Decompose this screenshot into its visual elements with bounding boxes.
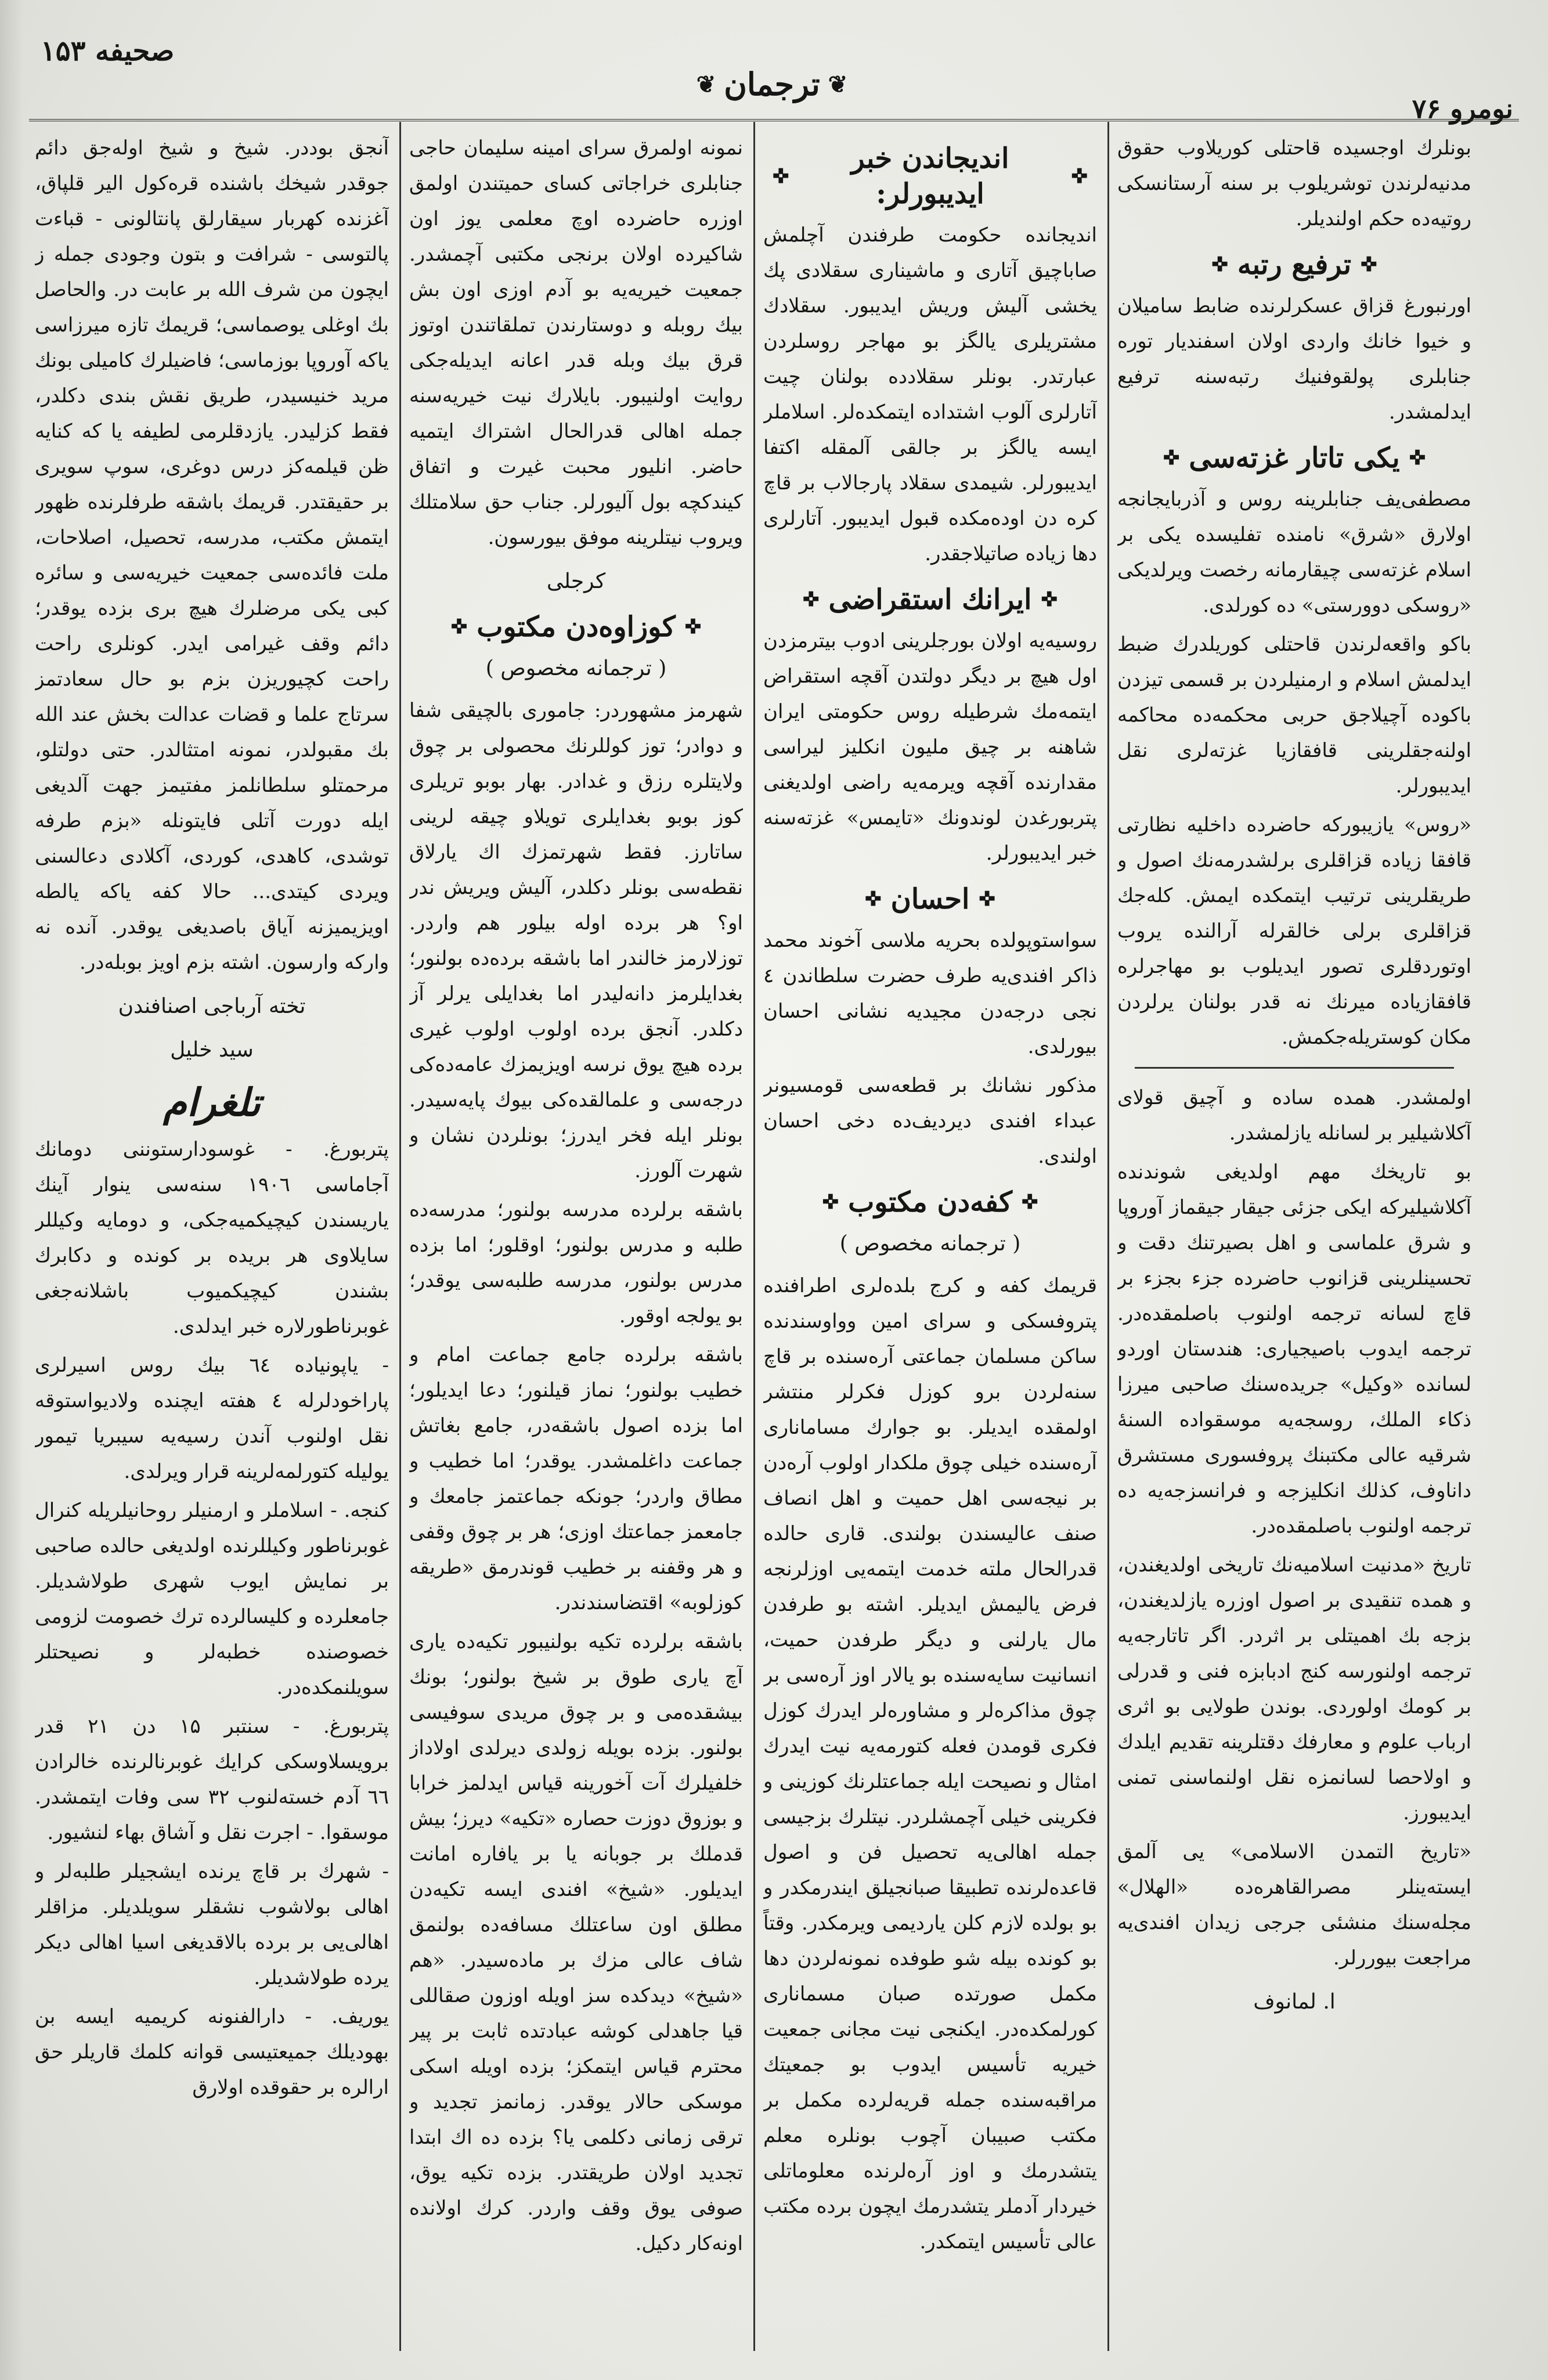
article-headline (1117, 441, 1471, 476)
article-paragraph: باشقه برلرده مدرسه بولنور؛ مدرسه‌ده طلبه و مدرس بولنور؛ اوقلور؛ اما بزده مدرس بولنور، مدرسه طلبه‌سی یوقدر؛ بو یولجه اوقور. (409, 1198, 743, 1328)
ornament-icon: ✜ (684, 615, 702, 639)
article-paragraph: اندیجانده حكومت طرفندن آچلمش صاباچیق آتاری و ماشیناری سقلادی پك یخشی آلیش وریش ایدیبور. سقلادك مشتریلری یالگز بو مهاجر روسلردن عبارتدر. بونلر سقلادده بولنان چیت آتارلری آلوب اشتداده ایتمكده‌لر. اسلاملر ایسه یالگز بر جالقی آلمقله اكتفا ایدیبورلر. شیمدی سقلاد پارجالاب بر قاچ كره دن اوده‌مكده قبول ایدیبور. آتارلری دها زیاده صاتیلاجقدر. (763, 223, 1097, 565)
article-paragraph: اولمشدر. همده ساده و آچیق قولای آكلاشیلیر بر لسانله یازلمشدر. (1117, 1086, 1471, 1145)
ornament-icon: ✜ (979, 888, 995, 911)
article-paragraph: بو تاریخك مهم اولدیغی شوندنده آكلاشیلیركه ایكی جزئی جیقار جیقماز آوروپا و شرق علماسی و اهل بصیرتنك دقت و تحسینلرینی قزانوب حاضرده جزء بجزء بر قاچ لسانه ترجمه اولنوب باصلمقده‌در. ترجمه ایدوب باصیجیاری: هندستان اوردو لسانده «وكیل» جریده‌سنك صاحبی میرزا ذكاء الملك، روسجه‌یه موسقواده السنهٔ شرقیه عالی مكتبنك پروفسوری مستشرق داناوف، كذلك انكلیزجه و فرانسزجه‌یه ده ترجمه اولنوب باصلمقده‌در. (1117, 1160, 1471, 1538)
article-subhead: ( ترجمانه مخصوص ) (485, 657, 667, 680)
headline-text: ایرانك استقراضی (828, 583, 1032, 616)
ornament-icon: ✜ (865, 888, 882, 911)
column-4 (35, 131, 389, 2360)
ornament-icon: ✜ (450, 615, 468, 639)
article-headline (763, 1185, 1097, 1220)
column-divider (1107, 122, 1109, 2351)
ornament-icon: ✜ (1071, 164, 1088, 188)
issue-number: نومرو ۷۶ (1412, 93, 1513, 124)
article-headline (763, 882, 1097, 917)
masthead (673, 64, 871, 104)
headline-text: اندیجاندن خبر ایدیبورلر: (851, 142, 1009, 210)
masthead-title: ترجمان (724, 66, 820, 103)
article-paragraph: باكو واقعه‌لرندن قاحتلی كوریلدرك ضبط ایدلمش اسلام و ارمنیلردن بر قسمی تیزدن باكوده آچیلاجق حربی محكمه‌ده محاكمه اولنه‌جقلرینی قافقازیا غزته‌لری نقل ایدیبورلر. (1117, 633, 1471, 798)
article-signature: ا. لمانوف (1253, 1990, 1336, 2014)
ornament-icon: ✜ (1409, 446, 1426, 470)
article-paragraph: - شهرك بر قاچ یرنده ایشجیلر طلبه‌لر و اهالی بولاشوب نشقلر سویلدیلر. مزاقلر اهالی‌یی بر برده بالاقدیغی اسیا اهالی دیكر یرده طولاشدیلر. (35, 1860, 389, 1989)
ornament-icon: ✜ (803, 588, 820, 611)
headline-text: ترفیع رتبه (1237, 248, 1352, 281)
article-paragraph: مصطفی‌یف جنابلرینه روس و آذربایجانجه اولارق «شرق» نامنده تفلیسده یكی بر اسلام غزته‌سی چیقارمانه رخصت ویرلدیكی «روسكی دوورستی» ده كورلدی. (1117, 488, 1471, 617)
article-paragraph: اورنبورغ قزاق عسكرلرنده ضابط سامیلان و خیوا خانك واردی اولان اسفندیار توره جنابلری پولقوفنیك رتبه‌سنه ترفیع ایدلمشدر. (1117, 294, 1471, 424)
article-paragraph: آنجق بوددر. شیخ و شیخ اوله‌جق دائم جوقدر شیخك باشنده قره‌كول الیر قلپاق، آغزنده كهربار سیقارلق پانتالونی - قباءت پالتوسی - شرافت و بتون وجودی جمله ز ایچون من شرف الله بر عابت در. والحاصل بك اوغلی یوصماسی؛ قریمك تازه میرزاسی یاكه آوروپا بوزماسی؛ فاضیلرك كامیلی بونك مرید خنیسیدر، طریق نقش بندی دكلدر، فقط كزلیدر. یازدقلرمی لطیفه یا كه كنایه ظن قیلمه‌كز درس دوغری، سوپ سویری بر حقیقتدر. قریمك باشقه طرفلرنده ظهور ایتمش مكتب، مدرسه، تحصیل، اصلاحات، ملت فائده‌سی جمعیت خیریه‌سی و سائره كبی یكی مرضلرك هیچ بری بزده یوقدر؛ دائم وقف غیرامی ایدر. كونلری راحت راحت كچیوریزن بزم بو حال سعادتمز سرتاج علما و قضات عدالت بخش عند الله بك مقبولدر، نمونه امتثالدر. حتی دولتلو، مرحمتلو سلطانلمز مفتیمز جهت آلدیغی ایله دورت آتلی فایتونله «بزم طرفه توشدی، كاهدی، كوردی، آكلادی دعالسنی ویردی كیتدی... حالا كفه یاكه یالطه اویزیمیزنه آیاق باصدیغی یوقدر. آنده نه وارکه وارسون. اشته بزم اویز بوبله‌در. (35, 136, 389, 974)
ornament-icon: ❦ (696, 70, 716, 98)
headline-text: احسان (890, 883, 970, 915)
column-1 (1117, 131, 1471, 2360)
article-paragraph: شهرمز مشهوردر: جاموری بالچیقی شفا و دوادر؛ توز كوللرنك محصولی بر چوق ولایتلره رزق و غدادر. بهار بوبو تریلری كوز بوبو بغدایلری تویلاو چیقه لرینی ساتارز. فقط شهرتمزك اك یارلاق نقطه‌سی بونلر دكلدر، آلیش ویریش ندر او؟ هر برده اوله بیلور هم واردر. توزلارمز خالندر اما باشقه برده‌ده بولنور؛ بغدایلرمز دانه‌لیدر اما بغدایلی یرلر آز دكلدر. آنجق برده اولوب اولوب غیری برده هیچ یوق نرسه اویزیمزك عامه‌ده‌كی درجه‌سی و علمالقده‌كی بیوك پایه‌سیدر. بونلر ایله فخر ایدرز؛ بونلردن نشان و شهرت آلورز. (409, 699, 743, 1182)
article-paragraph: باشقه برلرده تكیه بولنیبور تكیه‌ده یاری آچ یاری طوق بر شیخ بولنور؛ بونك بیشقده‌می و بر چوق مریدی سوفیسی بولنور. بزده بویله زولدی دیرلدی اولاداز خلفیلرك آت آخورینه قیاس ایدلمز خرابا و بوزوق دوزت حصاره «تكیه» دیرز؛ بیش قدملك بر جوبانه یا بر یافاره امانت ایدیلور. «شیخ» افندی ایسه تكیه‌دن مطلق اون ساعتلك مسافه‌ده بولنمق شاف عالی مزك بر ماده‌سیدر. «هم «شیخ» دیدكده سز اویله اوزون صقاللی قیا جاهدلی كوشه عبادتده ثابت بر پیر محترم قیاس ایتمكز؛ بزده اویله اسكی موسكی حالار یوقدر. زمانمز تجدید و ترقی زمانی دكلمی یا؟ بزده ده اك ابتدا تجدید اولان طریقتدر. بزده تكیه یوق، صوفی یوق وقف واردر. كرك اولانده اونه‌كار دكیل. (409, 1630, 743, 2255)
article-headline (763, 141, 1097, 212)
headline-text: كفه‌دن مكتوب (848, 1186, 1012, 1218)
article-signature: تخته آرباجی اصنافندن (118, 994, 306, 1018)
article-paragraph: مذكور نشانك بر قطعه‌سی قومسیونر عبداء افندی دیردیف‌ده دخی احسان اولندی. (763, 1074, 1097, 1168)
article-paragraph: كنجه. - اسلاملر و ارمنیلر روحانیلریله كنرال غوبرناطور وكیللرنده اولدیغی حالده صاحبی بر نمایش ایوب شهری طولاشدیلر. جامعلرده و كلیسالرده ترك خصومت لزومی خصوصنده خطبه‌لر و نصیحتلر سویلنمكده‌در. (35, 1499, 389, 1699)
article-paragraph: سواستوپولده بحریه ملاسی آخوند محمد ذاكر افندی‌یه طرف حضرت سلطاندن ٤ نجی درجه‌دن مجیدیه نشانی احسان بیورلدی. (763, 929, 1097, 1058)
telegram-heading: تلغرام (163, 1080, 261, 1125)
ornament-icon: ❦ (828, 70, 848, 98)
ornament-icon: ✜ (822, 1191, 839, 1214)
headline-text: كوزاوه‌دن مكتوب (477, 611, 676, 643)
article-headline (763, 582, 1097, 618)
ornament-icon: ✜ (1021, 1191, 1038, 1214)
article-paragraph: بونلرك اوجسیده قاحتلی كوریلاوب حقوق مدنیه‌لرندن توشریلوب بر سنه آرستانسكی روتیه‌ده حكم اولندیلر. (1117, 136, 1471, 230)
article-paragraph: «روس» یازیبوركه حاضرده داخلیه نظارتی قافقا زیاده قزاقلری برلشدرمه‌نك اصول و طریقلرینی ترتیب ایتمكده ایمش. كله‌جك قزاقلری برلی خالقرله آرالنده یروب اوتوردقلری تصور ایدیلوب بو مهاجرلره قافقازیاده میرنك نه قدر بولنان یرلردن مكان كوستریله‌جكمش. (1117, 813, 1471, 1049)
article-headline (409, 610, 743, 645)
page-number: صحیفه ۱۵۳ (41, 35, 175, 67)
article-paragraph: - یاپونیاده ٦٤ بیك روس اسیرلری پاراخودلرله ٤ هفته ایچنده ولادیواستوقه نقل اولنوب آندن رسیه‌یه سیبریا تیمور یولیله كتورلمه‌لرینه قرار ویرلدی. (35, 1354, 389, 1483)
article-paragraph: پتربورغ. - غوسودارستوننی دومانك آجاماسی ۱۹۰٦ سنه‌سی ینوار آینك یاریسندن كیچیكمیه‌جكی، و دومایه وكیللر سایلاوی هر بریده بر كونده و دكابرك بشندن كیچیكمیوب باشلانه‌جغی غوبرناطورلاره خبر ایدلدی. (35, 1138, 389, 1338)
article-paragraph: روسیه‌یه اولان بورجلرینی ادوب بیترمزدن اول هیچ بر دیگر دولتدن آقچه استقراض ایتمه‌مك شرطیله روس حكومتی ایران شاهنه بر چیق ملیون انكلیز لیراسی مقدارنده آقچه ویرمه‌یه راضی اولدیغنی پتربورغدن لوندونك «تایمس» غزته‌سنه خبر ایدیبورلر. (763, 629, 1097, 865)
section-rule (1135, 1067, 1454, 1069)
ornament-icon: ✜ (1211, 253, 1228, 276)
article-paragraph: قریمك كفه و كرج بلده‌لری اطرافنده پتروفسكی و سرای امین وواوسندنده ساكن مسلمان جماعتی آره‌سنده بر قاچ سنه‌لردن برو كوزل فكرلر منتشر اولمقده ایدیلر. بو جوارك مساماناری آره‌سنده خیلی چوق ملكدار اولوب آره‌دن بر نیجه‌سی اهل حمیت و اهل انصاف صنف عالیسندن بولندی. قاری حالده قدرالحال ملته خدمت ایتمه‌یی اوزلرنجه فرض یالیمش ایدیلر. اشته بو طرفدن مال یارلنی و دیگر طرفدن حمیت، انسانیت سایه‌سنده بو یالار اوز آره‌سی بر چوق مذاكره‌لر و مشاوره‌لر ایدرك كوزل فكری قومدن فعله كتورمه‌یه نیت ایدرك امثال و نصیحت ایله جماعتلرنك كوزینی و فكرینی خیلی آچمشلردر. نیتلرك بزجیسی جمله اهالی‌یه تحصیل فن و اصول قاعده‌لرنده تطبیقا صبانجیلق ایندرمكدر و بو بولده لازم كلن یاردیمی ویرمكدر. وقتاً بو كونده بیله شو طوفده نمونه‌لردن دها مكمل صورتده صبان مسماناری كورلمكده‌در. ایكنجی نیت مجانی جمعیت خیریه تأسیس ایدوب بو جمعیتك مراقبه‌سنده جمله قریه‌لرده مكمل بر مكتب صبیبان آچوب بونلره معلم یتشدرمك و اوز آره‌لرنده معلوماتلی خیردار آدملر یتشدرمك ایچون برده مكتب عالی تأسیس ایتمكدر. (763, 1274, 1097, 2253)
article-paragraph: «تاریخ التمدن الاسلامی» یی آلمق ایسته‌ینلر مصرالقاهره‌ده «الهلال» مجله‌سنك منشئی جرجی زیدان افندی‌یه مراجعت بیوررلر. (1117, 1840, 1471, 1970)
column-divider (399, 122, 401, 2351)
headline-text: یكی تاتار غزته‌سی (1189, 442, 1400, 474)
column-3 (409, 131, 743, 2360)
column-2 (763, 131, 1097, 2360)
article-subhead: ( ترجمانه مخصوص ) (839, 1232, 1021, 1256)
ornament-icon: ✜ (773, 164, 789, 188)
article-paragraph: پتربورغ. - سنتبر ۱۵ دن ۲۱ قدر برویسلاوسكی كرایك غوبرنالرنده خالرادن ٦٦ آدم خسته‌لنوب ۳۲ سی وفات ایتمشدر. موسقوا. - اجرت نقل و آشاق بهاء لنشیور. (35, 1715, 389, 1844)
article-paragraph: تاریخ «مدنیت اسلامیه‌نك تاریخی اولدیغندن، و همده تنقیدی بر اصول اوزره یازلدیغندن، بزجه بك اهمیتلی بر اثردر. اگر تاتارجه‌یه ترجمه اولنورسه كنج ادبابزه فنی و قدرلی بر كومك اولوردی. بوندن طولایی بو اثری ارباب علوم و معارفك دقتلرینه تقدیم ایلدك و اولاحصا لسانمزه نقل اولنماسنی تمنی ایدیبورز. (1117, 1553, 1471, 1824)
ornament-icon: ✜ (1163, 446, 1180, 470)
article-signature: كرجلی (546, 569, 606, 593)
column-divider (753, 122, 755, 2351)
article-headline (1117, 247, 1471, 283)
article-paragraph: باشقه برلرده جامع جماعت امام و خطیب بولنور؛ نماز قیلنور؛ دعا ایدیلور؛ اما بزده اصول باشقه‌در، جامع بغاتش جماعت داغلمشدر. یوقدر؛ اما خطیب و مطاق واردر؛ جونكه جماعتمز جامعك و جامعمز جماعتك اوزی؛ هر بر چوق وقفی و هر وقفنه بر خطیب قوندرمق «طریقه كوزلوبه» اقتضاسندندر. (409, 1343, 743, 1614)
header-rule (29, 119, 1519, 121)
article-paragraph: نمونه اولمرق سرای امینه سلیمان حاجی جنابلری خراجاتی كسای حمیتندن اولمق اوزره حاضرده اوچ معلمی یوز اون شاكیرده اولان برنجی مكتبی آچمشدر. جمعیت خیریه‌یه بو آدم اوزی اون بش بیك روبله و دوستارندن تملقاتندن اوتوز قرق بیك وبله قدر اعانه ایدیله‌جكی روایت اولنیبور. بایلارك نیت خیریه‌سنه جمله اهالی قدرالحال اشتراك ایتمیه حاضر. انلیور محبت غیرت و اتفاق كیندكچه بول آلیورلر. جناب حق سلامتلك ویروب نیتلرینه موفق بیورسون. (409, 136, 743, 549)
ornament-icon: ✜ (1361, 253, 1377, 276)
scan-shadow (0, 0, 23, 2380)
article-paragraph: یوریف. - دارالفنونه كریمیه ایسه بن بهودیلك جمیعتیسی قوانه كلمك قاریلر حق ارالره بر حقوقده اولارق (35, 2005, 389, 2099)
article-signature: سید خلیل (170, 1038, 254, 1062)
ornament-icon: ✜ (1041, 588, 1058, 611)
